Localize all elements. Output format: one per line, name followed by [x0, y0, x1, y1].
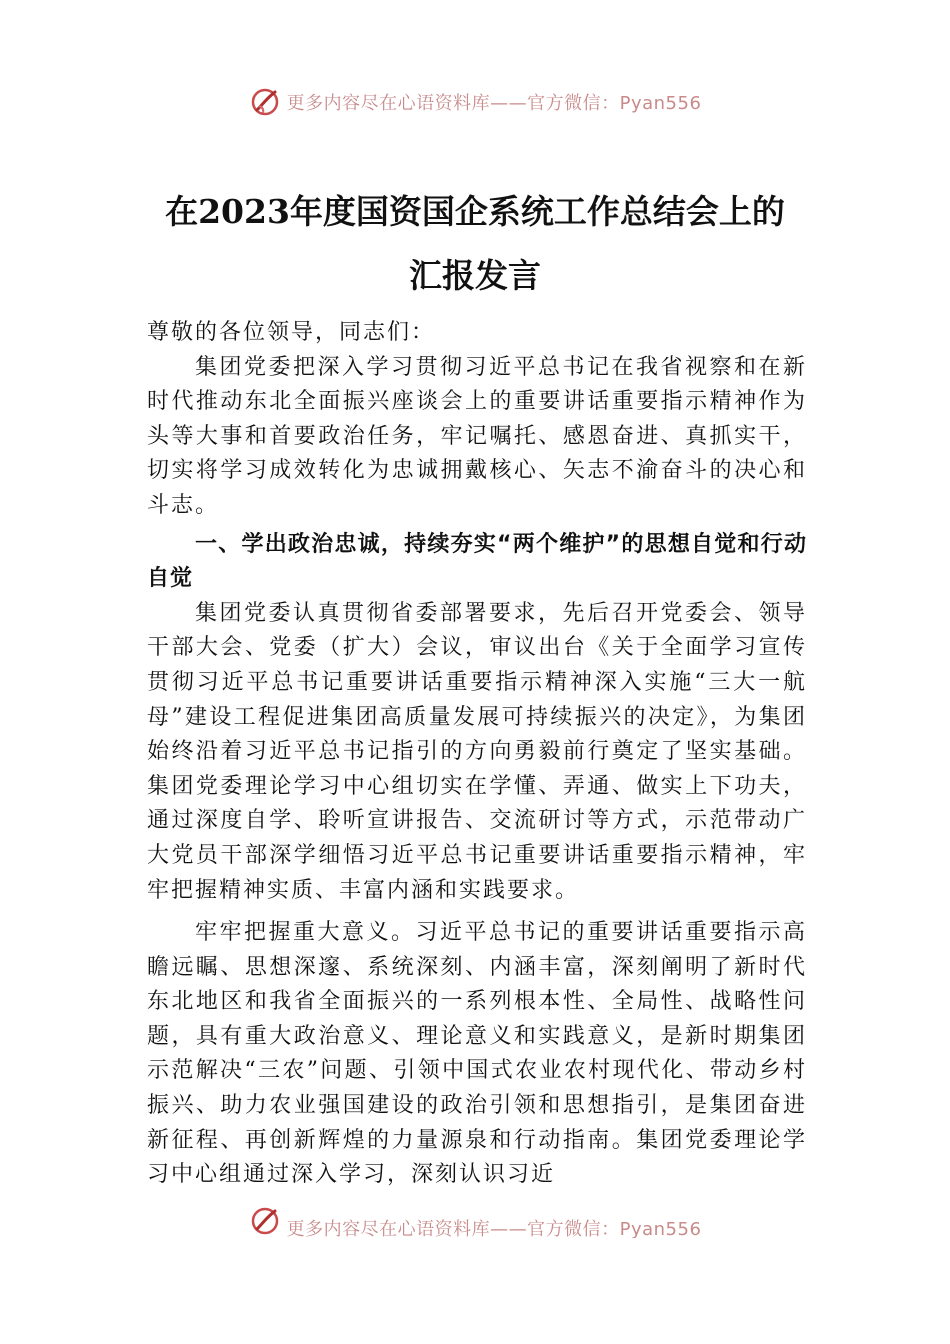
- paragraph-intro: 集团党委把深入学习贯彻习近平总书记在我省视察和在新时代推动东北全面振兴座谈会上的重要讲话重要指示精神作为头等大事和首要政治任务，牢记嘱托、感恩奋进、真抓实干，切实将学习成效转化为忠诚拥戴核心、矢志不渝奋斗的决心和斗志。: [147, 354, 807, 518]
- brush-logo-icon: [249, 1205, 281, 1237]
- paragraph-1: 集团党委认真贯彻省委部署要求，先后召开党委会、领导干部大会、党委（扩大）会议，审议出台《关于全面学习宣传贯彻习近平总书记重要讲话重要指示精神深入实施“三大一航母”建设工程促进集团高质量发展可持续振兴的决定》，为集团始终沿着习近平总书记指引的方向勇毅前行奠定了坚实基础。集团党委理论学习中心组切实在学懂、弄通、做实上下功夫，通过深度自学、聆听宣讲报告、交流研讨等方式，示范带动广大党员干部深学细悟习近平总书记重要讲话重要指示精神，牢牢把握精神实质、丰富内涵和实践要求。: [147, 600, 807, 903]
- brush-logo-icon: [249, 86, 281, 118]
- watermark-text: 更多内容尽在心语资料库——官方微信：Pyan556: [286, 1219, 702, 1238]
- section-heading-1: 一、学出政治忠诚，持续夯实“两个维护”的思想自觉和行动自觉: [147, 531, 807, 592]
- watermark-text: 更多内容尽在心语资料库——官方微信：Pyan556: [286, 93, 702, 114]
- watermark-header: [0, 82, 950, 122]
- paragraph-2: 牢牢把握重大意义。习近平总书记的重要讲话重要指示高瞻远瞩、思想深邃、系统深刻、内涵丰富，深刻阐明了新时代东北地区和我省全面振兴的一系列根本性、全局性、战略性问题，具有重大政治意义、理论意义和实践意义，是新时期集团示范解决“三农”问题、引领中国式农业农村现代化、带动乡村振兴、助力农业强国建设的政治引领和思想指引，是集团奋进新征程、再创新辉煌的力量源泉和行动指南。集团党委理论学习中心组通过深入学习，深刻认识习近: [147, 920, 807, 1188]
- document-title-line1: 在2023年度国资国企系统工作总结会上的: [165, 192, 785, 231]
- salutation: 尊敬的各位领导，同志们：: [147, 320, 436, 345]
- document-body: [147, 316, 807, 1193]
- watermark-footer: [0, 1204, 950, 1238]
- document-title-line2: 汇报发言: [409, 256, 541, 295]
